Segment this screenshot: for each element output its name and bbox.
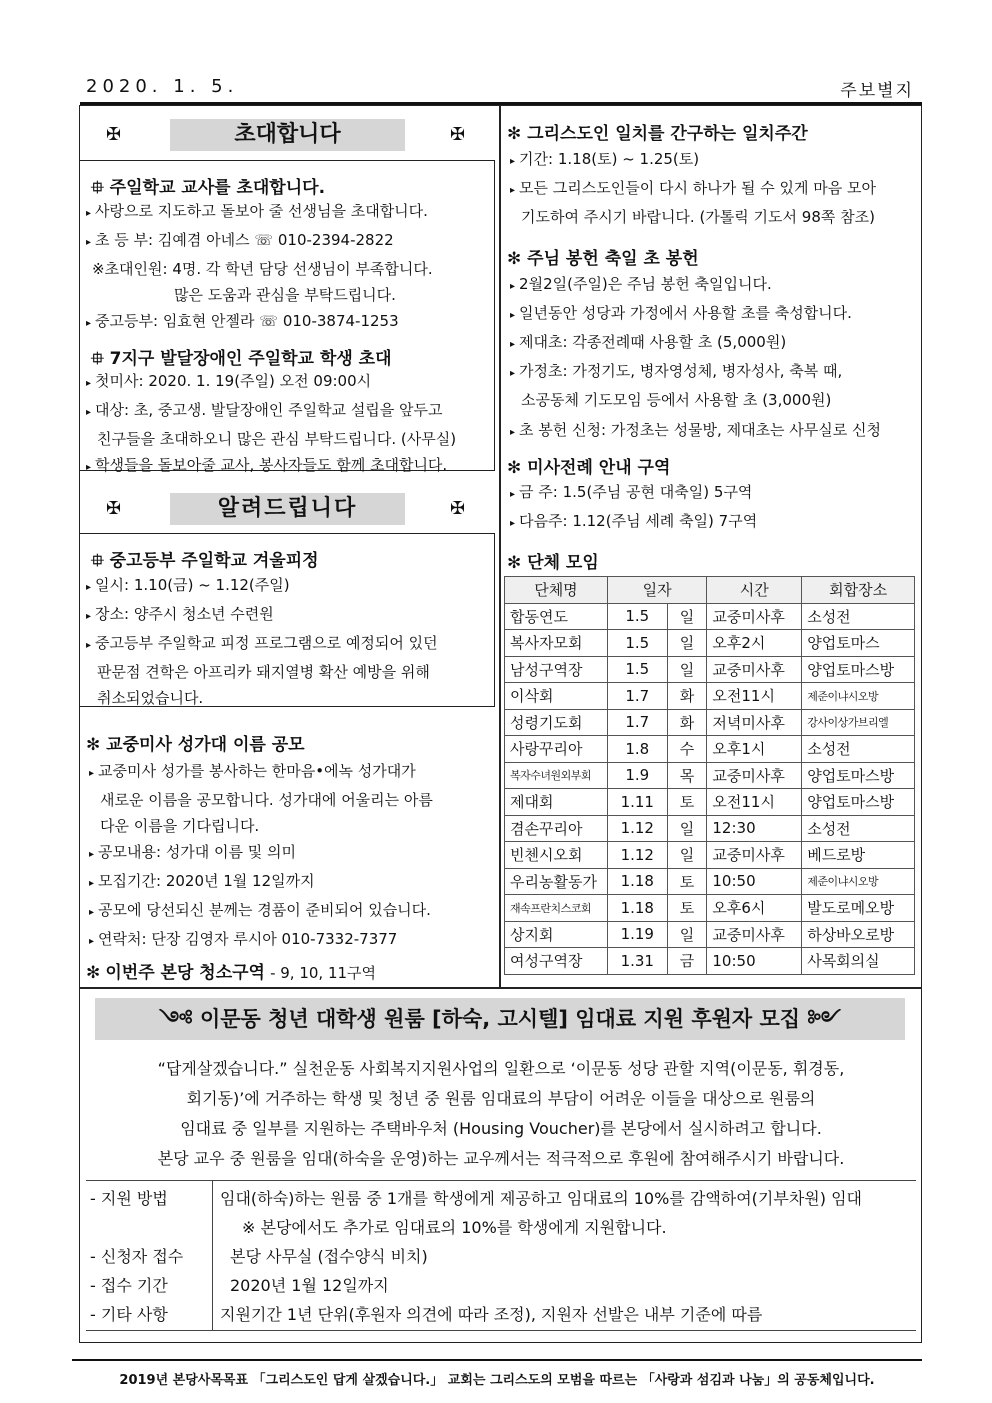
ornament-left-icon: ༺ xyxy=(159,1007,193,1031)
group-name-cell: 우리농활동가 xyxy=(505,868,608,895)
table-row xyxy=(505,921,915,948)
support-paragraph xyxy=(82,1054,920,1174)
list-item: ▸ 연락처: 단장 김영자 루시아 010-7332-7377 xyxy=(89,930,398,948)
group-day-cell: 금 xyxy=(667,948,707,975)
bullet-icon: ▸ xyxy=(86,582,92,593)
list-item: ▸ 학생들을 돌보아줄 교사, 봉사자들도 함께 초대합니다. xyxy=(86,456,448,474)
group-place-cell: 강사이상가브리엘 xyxy=(802,709,915,736)
column-divider xyxy=(499,105,501,987)
group-name-cell: 재속프란치스코회 xyxy=(505,895,608,922)
group-place-cell: 양업토마스방 xyxy=(802,762,915,789)
group-date-cell: 1.31 xyxy=(607,948,667,975)
list-item: ▸ 2월2일(주일)은 주님 봉헌 축일입니다. xyxy=(510,275,772,293)
paragraph-line: 본당 교우 중 원룸을 임대(하숙을 운영)하는 교우께서는 적극적으로 후원에 참여해주시기 바랍니다. xyxy=(157,1149,845,1168)
group-time-cell: 교중미사후 xyxy=(707,762,802,789)
support-details xyxy=(86,1183,916,1328)
list-item: 취소되었습니다. xyxy=(97,689,204,707)
list-item: 판문점 견학은 아프리카 돼지열병 확산 예방을 위해 xyxy=(97,663,430,681)
list-item: ▸ 금 주: 1.5(주님 공현 대축일) 5구역 xyxy=(510,483,753,501)
list-item: ▸ 공모내용: 성가대 이름 및 의미 xyxy=(89,843,297,861)
table-header-row xyxy=(505,577,915,604)
groups-table xyxy=(504,576,915,975)
bullet-icon: ▸ xyxy=(510,489,516,500)
star-icon: ✻ xyxy=(86,963,101,983)
list-item: 친구들을 초대하오니 많은 관심 부탁드립니다. (사무실) xyxy=(97,430,457,448)
list-item: ※초대인원: 4명. 각 학년 담당 선생님이 부족합니다. xyxy=(92,260,433,278)
group-time-cell: 오전11시 xyxy=(707,789,802,816)
star-icon: ✻ xyxy=(507,249,522,269)
bullet-icon: ▸ xyxy=(89,878,95,889)
header-group-name: 단체명 xyxy=(505,577,608,604)
group-date-cell: 1.5 xyxy=(607,603,667,630)
diamond-icon: ⯐ xyxy=(91,349,104,369)
group-time-cell: 10:50 xyxy=(707,868,802,895)
unity-title: ✻ 그리스도인 일치를 간구하는 일치주간 xyxy=(507,124,808,144)
group-name-cell: 여성구역장 xyxy=(505,948,608,975)
list-item: ▸ 모집기간: 2020년 1월 12일까지 xyxy=(89,872,315,890)
support-value: ※ 본당에서도 추가로 임대료의 10%를 학생에게 지원합니다. xyxy=(242,1218,667,1237)
footer-motto: 2019년 본당사목목표 「그리스도인 답게 살겠습니다.」 교회는 그리스도의 모범을 따르는 「사랑과 섬김과 나눔」의 공동체입니다. xyxy=(119,1373,875,1388)
table-row xyxy=(505,842,915,869)
group-date-cell: 1.8 xyxy=(607,736,667,763)
support-row xyxy=(86,1299,916,1328)
cross-icon: ✠ xyxy=(106,124,122,145)
list-item: 많은 도움과 관심을 부탁드립니다. xyxy=(174,286,396,304)
list-item: ▸ 일시: 1.10(금) ~ 1.12(주일) xyxy=(86,576,290,594)
group-place-cell: 사목회의실 xyxy=(802,948,915,975)
group-place-cell: 제준이냐시오방 xyxy=(802,683,915,710)
group-name-cell: 빈첸시오회 xyxy=(505,842,608,869)
support-label: - 접수 기간 xyxy=(90,1276,168,1295)
group-time-cell: 교중미사후 xyxy=(707,656,802,683)
star-icon: ✻ xyxy=(507,124,522,144)
bullet-icon: ▸ xyxy=(510,427,516,438)
support-row xyxy=(86,1212,916,1241)
list-item: ▸ 중고등부: 임효현 안젤라 ☏ 010-3874-1253 xyxy=(86,312,399,330)
candle-title: ✻ 주님 봉헌 축일 초 봉헌 xyxy=(507,249,699,269)
paragraph-line: 임대료 중 일부를 지원하는 주택바우처 (Housing Voucher)를 본당에서 실시하려고 합니다. xyxy=(180,1119,822,1138)
group-place-cell: 소성전 xyxy=(802,603,915,630)
groups-title: ✻ 단체 모임 xyxy=(507,553,599,573)
camp-title: ⯐ 중고등부 주일학교 겨울피정 xyxy=(91,551,319,571)
liturgy-title: ✻ 미사전례 안내 구역 xyxy=(507,458,671,478)
star-icon: ✻ xyxy=(86,735,101,755)
group-day-cell: 일 xyxy=(667,630,707,657)
teacher-invite-title: ⯐ 주일학교 교사를 초대합니다. xyxy=(91,178,326,198)
bullet-icon: ▸ xyxy=(86,407,92,418)
group-time-cell: 12:30 xyxy=(707,815,802,842)
group-name-cell: 이삭회 xyxy=(505,683,608,710)
list-item: 다운 이름을 기다립니다. xyxy=(100,817,260,835)
unity-lines xyxy=(510,146,920,230)
bullet-icon: ▸ xyxy=(86,611,92,622)
bullet-icon: ▸ xyxy=(86,378,92,389)
bullet-icon: ▸ xyxy=(86,640,92,651)
support-table-top-line xyxy=(86,1180,916,1181)
cross-icon: ✠ xyxy=(450,498,466,519)
table-row xyxy=(505,895,915,922)
group-date-cell: 1.7 xyxy=(607,709,667,736)
notice-banner-text: 알려드립니다 xyxy=(217,496,358,521)
group-day-cell: 화 xyxy=(667,709,707,736)
group-date-cell: 1.5 xyxy=(607,630,667,657)
group-date-cell: 1.7 xyxy=(607,683,667,710)
star-icon: ✻ xyxy=(507,458,522,478)
table-row xyxy=(505,630,915,657)
support-value: 본당 사무실 (접수양식 비치) xyxy=(230,1247,428,1266)
bulletin-date: 2020. 1. 5. xyxy=(86,76,239,97)
group-day-cell: 일 xyxy=(667,842,707,869)
group-time-cell: 오후2시 xyxy=(707,630,802,657)
group-day-cell: 화 xyxy=(667,683,707,710)
group-name-cell: 성령기도회 xyxy=(505,709,608,736)
header-date: 일자 xyxy=(607,577,706,604)
group-date-cell: 1.9 xyxy=(607,762,667,789)
group-time-cell: 10:50 xyxy=(707,948,802,975)
group-day-cell: 토 xyxy=(667,868,707,895)
group-time-cell: 교중미사후 xyxy=(707,603,802,630)
group-place-cell: 베드로방 xyxy=(802,842,915,869)
group-name-cell: 사랑꾸리아 xyxy=(505,736,608,763)
group-name-cell: 상지회 xyxy=(505,921,608,948)
list-item: ▸ 제대초: 각종전례때 사용할 초 (5,000원) xyxy=(510,333,787,351)
group-place-cell: 제준이냐시오방 xyxy=(802,868,915,895)
diamond-icon: ⯐ xyxy=(91,178,104,198)
table-row xyxy=(505,736,915,763)
support-value: 임대(하숙)하는 원룸 중 1개를 학생에게 제공하고 임대료의 10%를 감액하여(기부차원) 임대 xyxy=(220,1189,862,1208)
group-date-cell: 1.12 xyxy=(607,815,667,842)
star-icon: ✻ xyxy=(507,553,522,573)
bullet-icon: ▸ xyxy=(510,156,516,167)
group-place-cell: 양업토마스방 xyxy=(802,789,915,816)
group-place-cell: 발도로메오방 xyxy=(802,895,915,922)
bullet-icon: ▸ xyxy=(86,462,92,473)
table-row xyxy=(505,683,915,710)
group-time-cell: 저녁미사후 xyxy=(707,709,802,736)
support-label: - 지원 방법 xyxy=(90,1189,168,1208)
footer-divider xyxy=(72,1359,922,1361)
support-table-bottom-line xyxy=(86,1330,916,1331)
bulletin-title: 주보별지 xyxy=(840,81,914,101)
group-time-cell: 오후1시 xyxy=(707,736,802,763)
bullet-icon: ▸ xyxy=(86,237,92,248)
bullet-icon: ▸ xyxy=(510,310,516,321)
list-item: ▸ 중고등부 주일학교 피정 프로그램으로 예정되어 있던 xyxy=(86,634,438,652)
list-item: ▸ 다음주: 1.12(주님 세례 축일) 7구역 xyxy=(510,512,758,530)
list-item: ▸ 초 봉헌 신청: 가정초는 성물방, 제대초는 사무실로 신청 xyxy=(510,421,882,439)
group-name-cell: 겸손꾸리아 xyxy=(505,815,608,842)
list-item: ▸ 일년동안 성당과 가정에서 사용할 초를 축성합니다. xyxy=(510,304,852,322)
table-row xyxy=(505,656,915,683)
cross-icon: ✠ xyxy=(106,498,122,519)
group-day-cell: 일 xyxy=(667,656,707,683)
group-time-cell: 오전11시 xyxy=(707,683,802,710)
camp-lines xyxy=(86,572,492,711)
group-place-cell: 하상바오로방 xyxy=(802,921,915,948)
group-date-cell: 1.11 xyxy=(607,789,667,816)
group-date-cell: 1.18 xyxy=(607,895,667,922)
group-date-cell: 1.18 xyxy=(607,868,667,895)
group-day-cell: 일 xyxy=(667,603,707,630)
group-day-cell: 일 xyxy=(667,921,707,948)
diamond-icon: ⯐ xyxy=(91,551,104,571)
group-date-cell: 1.5 xyxy=(607,656,667,683)
header-place: 회합장소 xyxy=(802,577,915,604)
table-row xyxy=(505,815,915,842)
bullet-icon: ▸ xyxy=(510,185,516,196)
group-day-cell: 목 xyxy=(667,762,707,789)
support-value: 지원기간 1년 단위(후원자 의견에 따라 조정), 지원자 선발은 내부 기준에 따름 xyxy=(220,1305,763,1324)
list-item: ▸ 사랑으로 지도하고 돌보아 줄 선생님을 초대합니다. xyxy=(86,202,428,220)
support-banner xyxy=(95,998,905,1040)
list-item: ▸ 기간: 1.18(토) ~ 1.25(토) xyxy=(510,150,700,168)
group-place-cell: 소성전 xyxy=(802,815,915,842)
disabled-invite-title: ⯐ 7지구 발달장애인 주일학교 학생 초대 xyxy=(91,349,392,369)
support-row xyxy=(86,1270,916,1299)
bullet-icon: ▸ xyxy=(89,936,95,947)
teacher-invite-lines xyxy=(86,198,492,337)
paragraph-line: “답게살겠습니다.” 실천운동 사회복지지원사업의 일환으로 ‘이문동 성당 관할 지역(이문동, 휘경동, xyxy=(157,1059,845,1078)
list-item: ▸ 초 등 부: 김예겸 아네스 ☏ 010-2394-2822 xyxy=(86,231,394,249)
list-item: ▸ 가정초: 가정기도, 병자영성체, 병자성사, 축복 때, xyxy=(510,362,843,380)
bullet-icon: ▸ xyxy=(510,281,516,292)
ornament-right-icon: ༻ xyxy=(807,1007,841,1031)
group-day-cell: 토 xyxy=(667,789,707,816)
invite-banner xyxy=(170,119,405,151)
group-name-cell: 제대회 xyxy=(505,789,608,816)
liturgy-lines xyxy=(510,479,920,537)
support-label: - 기타 사항 xyxy=(90,1305,168,1324)
group-place-cell: 소성전 xyxy=(802,736,915,763)
group-place-cell: 양업토마스 xyxy=(802,630,915,657)
list-item: ▸ 교중미사 성가를 봉사하는 한마음•에녹 성가대가 xyxy=(89,762,416,780)
list-item: 소공동체 기도모임 등에서 사용할 초 (3,000원) xyxy=(521,391,832,409)
cleaning-title: 이번주 본당 청소구역 xyxy=(105,963,265,983)
support-label xyxy=(86,1212,212,1241)
group-name-cell: 복사자모회 xyxy=(505,630,608,657)
group-name-cell: 합동연도 xyxy=(505,603,608,630)
list-item: ▸ 공모에 당선되신 분께는 경품이 준비되어 있습니다. xyxy=(89,901,431,919)
bullet-icon: ▸ xyxy=(86,208,92,219)
bullet-icon: ▸ xyxy=(510,339,516,350)
table-row xyxy=(505,603,915,630)
cross-icon: ✠ xyxy=(450,124,466,145)
bullet-icon: ▸ xyxy=(89,907,95,918)
group-name-cell: 남성구역장 xyxy=(505,656,608,683)
list-item: ▸ 모든 그리스도인들이 다시 하나가 될 수 있게 마음 모아 xyxy=(510,179,876,197)
group-day-cell: 토 xyxy=(667,895,707,922)
list-item: ▸ 대상: 초, 중고생. 발달장애인 주일학교 설립을 앞두고 xyxy=(86,401,443,419)
paragraph-line: 회기동)’에 거주하는 학생 및 청년 중 원룸 임대료의 부담이 어려운 이들을 대상으로 원룸의 xyxy=(186,1089,816,1108)
invite-banner-text: 초대합니다 xyxy=(234,122,341,147)
disabled-invite-lines xyxy=(86,368,492,481)
support-value: 2020년 1월 12일까지 xyxy=(230,1276,389,1295)
list-item: ▸ 첫미사: 2020. 1. 19(주일) 오전 09:00시 xyxy=(86,372,372,390)
group-place-cell: 양업토마스방 xyxy=(802,656,915,683)
support-divider xyxy=(79,987,922,989)
support-row xyxy=(86,1183,916,1212)
list-item: 새로운 이름을 공모합니다. 성가대에 어울리는 아름 xyxy=(100,791,433,809)
bullet-icon: ▸ xyxy=(89,768,95,779)
bullet-icon: ▸ xyxy=(89,849,95,860)
candle-lines xyxy=(510,271,920,446)
group-time-cell: 교중미사후 xyxy=(707,921,802,948)
table-row xyxy=(505,948,915,975)
header-time: 시간 xyxy=(707,577,802,604)
support-row xyxy=(86,1241,916,1270)
notice-banner xyxy=(170,493,405,525)
bullet-icon: ▸ xyxy=(510,518,516,529)
table-row xyxy=(505,762,915,789)
bullet-icon: ▸ xyxy=(86,318,92,329)
choir-title: ✻ 교중미사 성가대 이름 공모 xyxy=(86,735,305,755)
group-date-cell: 1.19 xyxy=(607,921,667,948)
group-name-cell: 복자수녀원외부회 xyxy=(505,762,608,789)
support-label: - 신청자 접수 xyxy=(90,1247,184,1266)
table-row xyxy=(505,868,915,895)
list-item: 기도하여 주시기 바랍니다. (가톨릭 기도서 98쪽 참조) xyxy=(521,208,875,226)
cleaning-value: - 9, 10, 11구역 xyxy=(270,964,377,982)
group-day-cell: 수 xyxy=(667,736,707,763)
group-time-cell: 교중미사후 xyxy=(707,842,802,869)
table-row xyxy=(505,789,915,816)
choir-lines xyxy=(89,758,495,955)
table-row xyxy=(505,709,915,736)
group-day-cell: 일 xyxy=(667,815,707,842)
group-date-cell: 1.12 xyxy=(607,842,667,869)
list-item: ▸ 장소: 양주시 청소년 수련원 xyxy=(86,605,274,623)
group-time-cell: 오후6시 xyxy=(707,895,802,922)
support-banner-text: 이문동 청년 대학생 원룸 [하숙, 고시텔] 임대료 지원 후원자 모집 xyxy=(199,1007,801,1031)
bullet-icon: ▸ xyxy=(510,368,516,379)
cleaning-area xyxy=(86,958,376,983)
